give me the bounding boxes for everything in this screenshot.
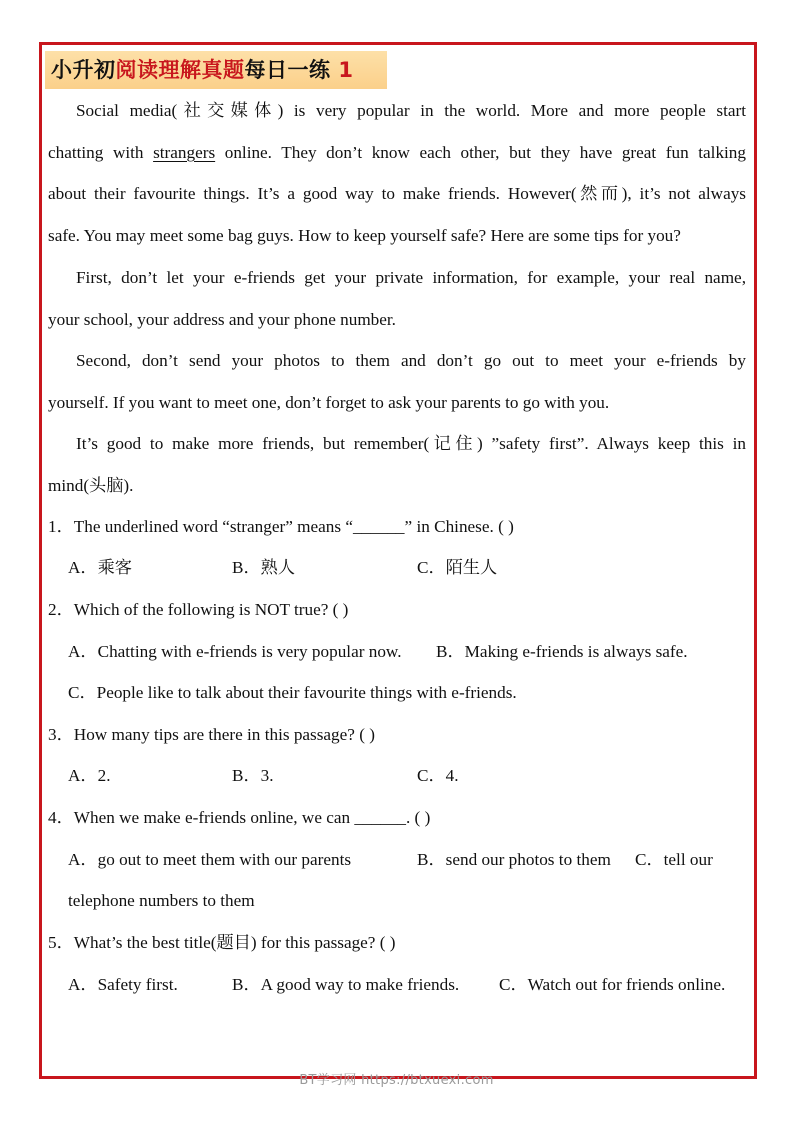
passage-text: chatting with (48, 143, 154, 162)
question-3-option-b: B．3. (232, 766, 274, 785)
passage-p1-line3: about their favourite things. It’s a good way to make friends. However(然而), it’s not always (48, 184, 746, 203)
question-4-option-b: B．send our photos to them (417, 850, 611, 869)
passage-p2-line1: First, don’t let your e-friends get your private information, for example, your real name, (76, 268, 746, 287)
passage-p1-line1: Social media(社交媒体) is very popular in the world. More and more people start (76, 101, 746, 120)
title-prefix: 小升初 (51, 58, 116, 82)
question-5-option-b: B．A good way to make friends. (232, 975, 460, 994)
passage-p4-line1: It’s good to make more friends, but remember(记住) ”safety first”. Always keep this in (76, 434, 746, 453)
watermark-footer: BT学习网 https://btxuexi.com (299, 1073, 494, 1088)
passage-p2-line2: your school, your address and your phone number. (48, 310, 396, 329)
question-3-option-a: A．2. (68, 766, 111, 785)
question-2-option-a: A．Chatting with e-friends is very popular now. (68, 642, 402, 661)
title-highlight: 阅读理解真题 (115, 58, 245, 82)
question-4-stem: 4．When we make e-friends online, we can ______. ( ) (48, 808, 431, 827)
title-banner (45, 51, 387, 89)
question-1-option-c: C．陌生人 (417, 558, 498, 577)
passage-p3-line1: Second, don’t send your photos to them and don’t go out to meet your e-friends by (76, 351, 746, 370)
passage-text: online. They don’t know each other, but they have great fun talking (215, 143, 746, 162)
underlined-word-strangers: strangers (153, 143, 216, 162)
passage-p1-line2 (48, 142, 746, 164)
page-title (51, 55, 353, 85)
passage-p4-line2: mind(头脑). (48, 476, 134, 495)
passage-p3-line2: yourself. If you want to meet one, don’t forget to ask your parents to go with you. (48, 393, 610, 412)
question-2-option-b: B．Making e-friends is always safe. (436, 642, 688, 661)
question-5-option-c: C．Watch out for friends online. (499, 975, 726, 994)
title-number: 1 (338, 58, 354, 82)
question-2-option-c: C．People like to talk about their favourite things with e-friends. (68, 683, 517, 702)
question-4-option-c: C．tell our (635, 850, 713, 869)
question-3-stem: 3．How many tips are there in this passage? ( ) (48, 725, 375, 744)
question-3-option-c: C．4. (417, 766, 459, 785)
question-5-option-a: A．Safety first. (68, 975, 178, 994)
question-5-stem: 5．What’s the best title(题目) for this passage? ( ) (48, 933, 396, 952)
question-1-option-a: A．乘客 (68, 558, 132, 577)
question-4-option-a: A．go out to meet them with our parents (68, 850, 352, 869)
question-4-option-c-continued: telephone numbers to them (68, 891, 255, 910)
title-suffix: 每日一练 (244, 58, 331, 82)
question-1-stem: 1．The underlined word “stranger” means “______” in Chinese. ( ) (48, 517, 514, 536)
question-2-stem: 2．Which of the following is NOT true? ( ) (48, 600, 349, 619)
question-1-option-b: B．熟人 (232, 558, 296, 577)
passage-p1-line4: safe. You may meet some bag guys. How to keep yourself safe? Here are some tips for you? (48, 226, 681, 245)
